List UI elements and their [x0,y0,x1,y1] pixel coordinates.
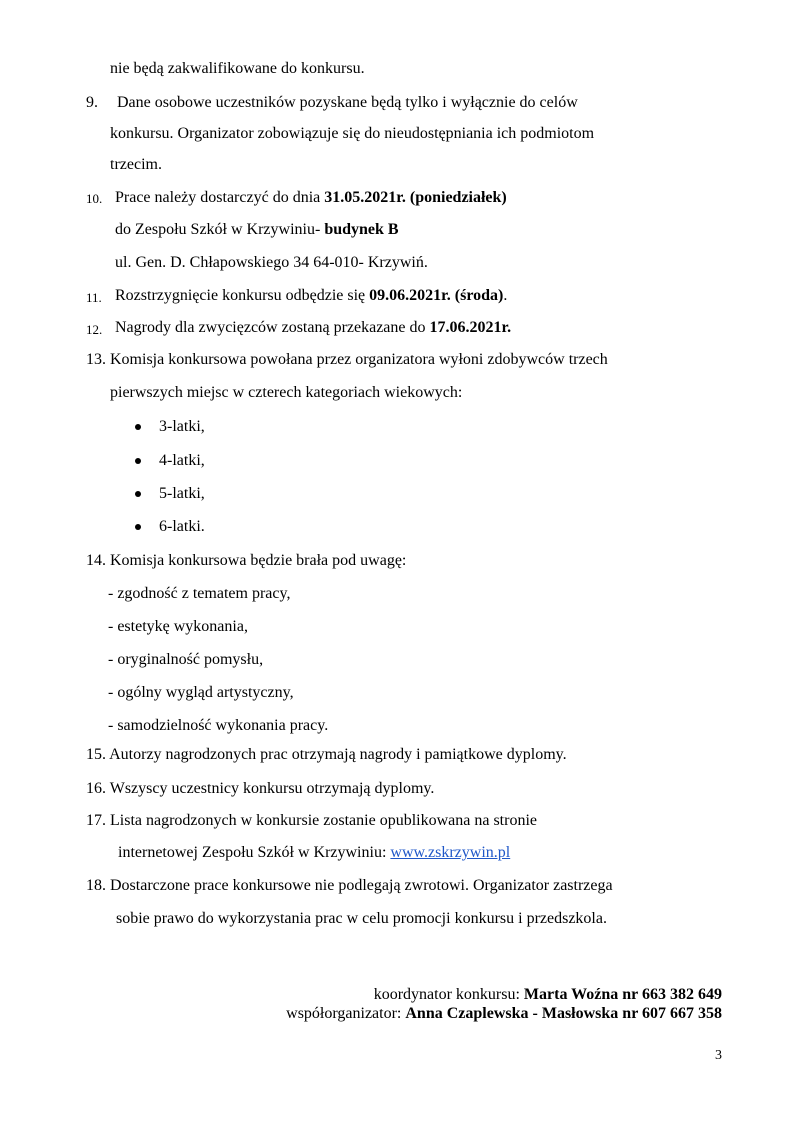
item-10-address: ul. Gen. D. Chłapowskiego 34 64-010- Krzywiń. [115,254,428,271]
item-18-line-1: 18. Dostarczone prace konkursowe nie podlegają zwrotowi. Organizator zastrzega [86,877,613,894]
item-17-line-2 [118,843,510,863]
item-12-number: 12. [86,322,103,337]
co-organizer-label: współorganizator: [286,1005,406,1022]
page-number: 3 [715,1048,722,1063]
item-15: 15. Autorzy nagrodzonych prac otrzymają nagrody i pamiątkowe dyplomy. [86,746,567,763]
item-12-date: 17.06.2021r. [429,319,512,336]
coordinator-value: Marta Woźna nr 663 382 649 [523,986,722,1003]
item-11-text: Rozstrzygnięcie konkursu odbędzie się [115,287,370,304]
item-14-line-1: 14. Komisja konkursowa będzie brała pod uwagę: [86,552,407,569]
item-11-number: 11. [86,290,102,305]
item-10-text: Prace należy dostarczyć do dnia [115,189,325,206]
bullet-icon [135,458,141,464]
co-organizer-value: Anna Czaplewska - Masłowska nr 607 667 358 [405,1005,722,1022]
item-12-line [115,318,511,338]
item-9-line-2: konkursu. Organizator zobowiązuje się do nieudostępniania ich podmiotom [110,125,595,142]
item-8-continuation: nie będą zakwalifikowane do konkursu. [110,60,365,77]
coordinator-line [374,985,722,1005]
criteria-item: - estetykę wykonania, [108,618,248,635]
item-16: 16. Wszyscy uczestnicy konkursu otrzymają dyplomy. [86,780,435,797]
item-10-building: budynek B [324,221,399,238]
criteria-item: - ogólny wygląd artystyczny, [108,684,294,701]
item-11-date: 09.06.2021r. (środa) [369,287,504,304]
category-item: 5-latki, [159,485,205,502]
item-12-text: Nagrody dla zwycięzców zostaną przekazane do [115,319,430,336]
co-organizer-line [286,1004,722,1024]
category-item: 6-latki. [159,518,205,535]
item-17-line-1: 17. Lista nagrodzonych w konkursie zostanie opublikowana na stronie [86,812,537,829]
item-9-line-3: trzecim. [110,156,162,173]
item-9-line-1: Dane osobowe uczestników pozyskane będą tylko i wyłącznie do celów [117,94,578,111]
item-13-line-2: pierwszych miejsc w czterech kategoriach wiekowych: [110,384,463,401]
criteria-item: - samodzielność wykonania pracy. [108,717,329,734]
item-18-line-2: sobie prawo do wykorzystania prac w celu promocji konkursu i przedszkola. [116,910,607,927]
item-11-period: . [503,287,508,304]
item-9-number: 9. [86,94,98,111]
item-10-deadline: 31.05.2021r. (poniedziałek) [324,189,507,206]
bullet-icon [135,424,141,430]
bullet-icon [135,524,141,530]
criteria-item: - zgodność z tematem pracy, [108,585,291,602]
bullet-icon [135,491,141,497]
item-10-line-2 [115,220,399,240]
category-item: 4-latki, [159,452,205,469]
item-10-school: do Zespołu Szkół w Krzywiniu- [115,221,325,238]
item-11-line [115,286,507,306]
item-13-line-1: 13. Komisja konkursowa powołana przez organizatora wyłoni zdobywców trzech [86,351,608,368]
item-10-line-1 [115,188,507,208]
item-10-number: 10. [86,191,103,206]
coordinator-label: koordynator konkursu: [373,986,524,1003]
category-item: 3-latki, [159,418,205,435]
item-17-text: internetowej Zespołu Szkół w Krzywiniu: [118,844,391,861]
website-link[interactable]: www.zskrzywin.pl [390,844,511,861]
criteria-item: - oryginalność pomysłu, [108,651,264,668]
